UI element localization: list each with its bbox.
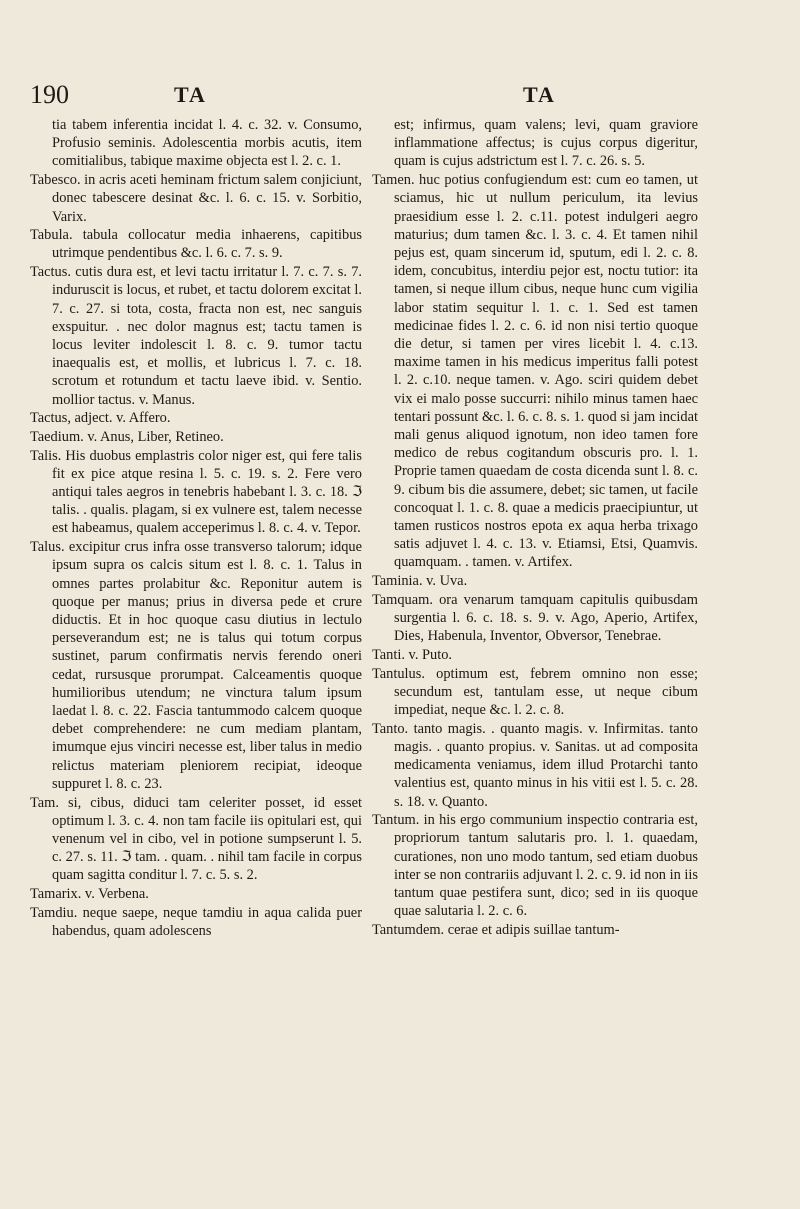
dictionary-entry: Tamdiu. neque saepe, neque tamdiu in aqua calida puer habendus, quam adolescens <box>30 904 362 939</box>
dictionary-entry: Taminia. v. Uva. <box>372 573 468 590</box>
dictionary-entry: Talus. excipitur crus infra osse transverso talorum; idque ipsum supra os calcis situm est l. 8. c. 1. Talus in omnes partes prolabitur &c. Reponitur autem is quoque per manus; prius in diversa pede et crure diductis. Et in hoc quoque casu diutius in lectulo perseverandum est; ne is talus qui totum corpus sustinet, parum confirmatis nervis ferendo oneri cedat, rursusque prorumpat. Calceamentis quoque humilioribus utendum; ne vinctura talum ipsum laedat l. 8. c. 22. Fascia tantummodo calcem quoque debet comprehendere: ne cum mediam plantam, imumque ejus vinciri necesse est, liber talus in medio relictus materiam pleniorem recipiat, ideoque suppuret l. 8. c. 23. <box>30 539 362 792</box>
page-number: 190 <box>30 80 69 109</box>
dictionary-entry: Tabula. tabula collocatur media inhaerens, capitibus utrimque pendentibus &c. l. 6. c. 7. s. 9. <box>30 227 362 262</box>
running-head-right: TA <box>523 82 556 107</box>
dictionary-entry: Talis. His duobus emplastris color niger est, qui fere talis fit ex pice atque resina l. 5. c. 19. s. 2. Fere vero antiqui tales aegros in tenebris habebant l. 3. c. 18. ℑ talis. . qualis. plagam, si ex vulnere est, talem necesse est habeamus, qualem acceperimus l. 8. c. 4. v. Tepor. <box>30 447 362 537</box>
left-column <box>30 116 362 941</box>
continued-entry: tia tabem inferentia incidat l. 4. c. 32. v. Consumo, Profusio seminis. Adolescentia morbis acutis, item comitialibus, tabique maxime objecta est l. 2. c. 1. <box>52 117 362 170</box>
continued-entry: est; infirmus, quam valens; levi, quam graviore inflammatione affectus; is cujus corpus digeritur, quam is cujus adstrictum est l. 7. c. 26. s. 5. <box>394 117 698 170</box>
page-header <box>0 80 800 116</box>
dictionary-entry: Tabesco. in acris aceti heminam frictum salem conjiciunt, donec tabescere desinat &c. l. 6. c. 15. v. Sorbitio, Varix. <box>30 172 362 225</box>
right-column <box>372 116 698 940</box>
dictionary-entry: Tamen. huc potius confugiendum est: cum eo tamen, ut sciamus, hic ut nullum periculum, ita levius praesidium esse l. 2. c.11. potest indulgeri aegro maturius; dum tamen &c. l. 3. c. 4. Et tamen nihil pejus est, quam sincerum id, sputum, edi l. 2. c. 8. idem, concubitus, interdiu pejor est, noctu tutior: ita tamen, si neque illum cibus, neque hunc cum vigilia labor statim sequitur l. 1. c. 1. Sed est tamen medicinae fides l. 2. c. 6. id non nisi tertio quoque die detur, si tamen per vires licebit l. 4. c.13. maxime tamen in his medicus imperitus falli potest l. 2. c.10. neque tamen. v. Ago. sciri quidem debet vix ei malo posse succurri: nihilo minus tamen haec tentari possunt &c. l. 6. c. 8. s. 1. quod si jam incidat mali genus aliquod ignotum, non ideo tamen fore medico de rebus cogitandum obscuris pro. l. 1. Proprie tamen quaedam de costa dicenda sunt l. 8. c. 9. cibum bis die assumere, debet; sic tamen, ut facile concoquat l. 1. c. 8. quae a medicis praecipiuntur, ut tamen rusticos nostros epota ex aqua herba trixago satis adjuvet l. 4. c. 13. v. Etiamsi, Etsi, Quamvis. quamquam. . tamen. v. Artifex. <box>372 172 698 571</box>
dictionary-entry: Tantulus. optimum est, febrem omnino non esse; secundum est, tantulam esse, ut neque cibum impediat, neque &c. l. 2. c. 8. <box>372 665 698 718</box>
running-head-left: TA <box>174 82 207 107</box>
dictionary-entry: Tanto. tanto magis. . quanto magis. v. Infirmitas. tanto magis. . quanto propius. v. Sanitas. ut ad composita medicamenta veniamus, idem illud Protarchi tanto valentius est, quanto minus in his vitii est l. 5. c. 28. s. 18. v. Quanto. <box>372 720 698 810</box>
dictionary-entry: Tactus. cutis dura est, et levi tactu irritatur l. 7. c. 7. s. 7. induruscit is locus, et rubet, et tactu dolorem excitat l. 7. c. 27. si tota, costa, fracta non est, nec sanguis exspuitur. . nec dolor magnus est; tactu tamen is locus leviter indolescit l. 8. c. 9. tumor tactu inaequalis est, et mollis, et lubricus l. 7. c. 18. scrotum et rotundum et tactu laeve ibid. v. Sentio. mollior tactus. v. Manus. <box>30 264 362 408</box>
dictionary-entry: Tam. si, cibus, diduci tam celeriter posset, id esset optimum l. 3. c. 4. non tam facile iis opitulari est, qui venenum vel in cibo, vel in potione sumpserunt l. 5. c. 27. s. 11. ℑ tam. . quam. . nihil tam facile in corpus quam sagitta conditur l. 7. c. 5. s. 2. <box>30 794 362 884</box>
dictionary-entry: Taedium. v. Anus, Liber, Retineo. <box>30 428 224 445</box>
dictionary-entry: Tanti. v. Puto. <box>372 646 453 663</box>
dictionary-entry: Tantumdem. cerae et adipis suillae tantum- <box>372 921 620 938</box>
dictionary-entry: Tantum. in his ergo communium inspectio contraria est, propriorum tantum salutaris pro. l. 1. quaedam, curationes, non uno modo tantum, sed etiam duobus inter se non contrariis adjuvant l. 2. c. 9. id non in iis tantum quae pestifera sunt, dico; sed in iis quoque quae salutaria l. 2. c. 6. <box>372 812 698 920</box>
dictionary-entry: Tamarix. v. Verbena. <box>30 886 149 903</box>
dictionary-entry: Tactus, adject. v. Affero. <box>30 410 171 427</box>
dictionary-entry: Tamquam. ora venarum tamquam capitulis quibusdam surgentia l. 6. c. 18. s. 9. v. Ago, Aperio, Artifex, Dies, Habenula, Inventor, Obversor, Tenebrae. <box>372 591 698 645</box>
